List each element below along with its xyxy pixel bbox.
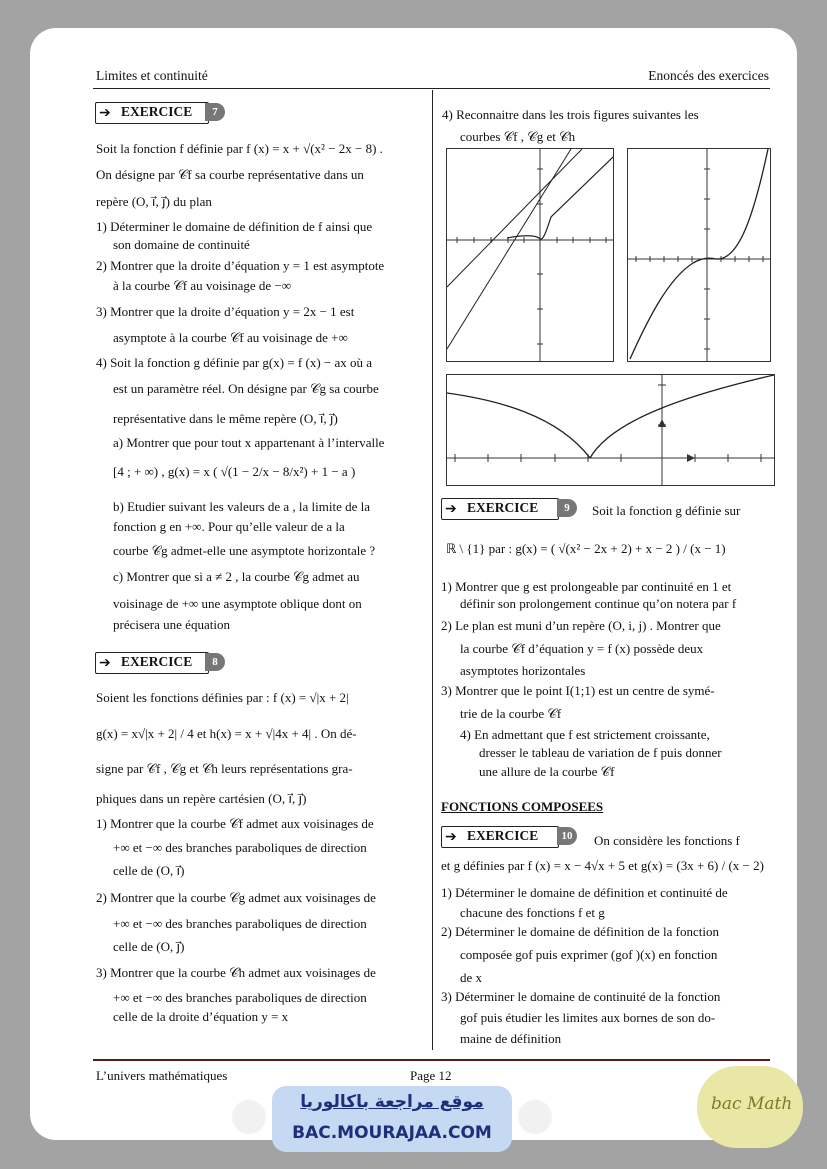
ex8-q1-line1: 1) Montrer que la courbe 𝒞f admet aux voisinages de: [96, 816, 374, 831]
exercise-8-tag: ➔ EXERCICE 8: [95, 652, 230, 674]
ex9-q2-line1: 2) Le plan est muni d’un repère (O, i, j) . Montrer que: [441, 618, 721, 633]
ex9-q2-line2: la courbe 𝒞f d’équation y = f (x) possède deux: [460, 641, 704, 656]
ex10-q1-line1: 1) Déterminer le domaine de définition et continuité de: [441, 885, 728, 900]
ex9-definition: ℝ \ {1} par : g(x) = ( √(x² − 2x + 2) + x − 2 ) / (x − 1): [446, 541, 726, 556]
ex7-q4b-line3: courbe 𝒞g admet-elle une asymptote horizontale ?: [113, 543, 376, 558]
ex10-q2-line1: 2) Déterminer le domaine de définition de la fonction: [441, 924, 719, 939]
ex7-q3-line1: 3) Montrer que la droite d’équation y = 2x − 1 est: [96, 304, 355, 319]
badge-text: bac Math: [711, 1094, 793, 1114]
column-divider: [432, 90, 433, 1050]
ex9-q4-line1: 4) En admettant que f est strictement croissante,: [460, 727, 710, 742]
ex9-q1-line1: 1) Montrer que g est prolongeable par continuité en 1 et: [441, 579, 732, 594]
left-logo-icon: [232, 1100, 266, 1134]
ex7-q4c-line3: précisera une équation: [113, 617, 230, 632]
arrow-right-icon: ➔: [445, 830, 457, 845]
ex8-q2-line2: +∞ et −∞ des branches paraboliques de direction: [113, 916, 367, 931]
figure-2: [627, 148, 771, 362]
ex9-intro: Soit la fonction g définie sur: [592, 503, 741, 518]
figure-3-plot: [447, 375, 774, 485]
ex7-q3-line2: asymptote à la courbe 𝒞f au voisinage de +∞: [113, 330, 348, 345]
figure-2-plot: [628, 149, 770, 361]
ex10-q3-line1: 3) Déterminer le domaine de continuité de la fonction: [441, 989, 721, 1004]
figure-1-plot: [447, 149, 613, 361]
ex8-q2-line1: 2) Montrer que la courbe 𝒞g admet aux voisinages de: [96, 890, 376, 905]
figure-1: [446, 148, 614, 362]
section-title: FONCTIONS COMPOSEES: [441, 799, 604, 814]
ex8-q3-line3: celle de la droite d’équation y = x: [113, 1009, 289, 1024]
arrow-right-icon: ➔: [99, 656, 111, 671]
ex7-q4-line2: est un paramètre réel. On désigne par 𝒞g sa courbe: [113, 381, 379, 396]
header-right: Enoncés des exercices: [648, 68, 769, 83]
ex8-q4-line1: 4) Reconnaitre dans les trois figures suivantes les: [442, 107, 699, 122]
ex8-line3: signe par 𝒞f , 𝒞g et 𝒞h leurs représentations gra-: [96, 761, 353, 776]
ex8-q3-line1: 3) Montrer que la courbe 𝒞h admet aux voisinages de: [96, 965, 376, 980]
ex10-q2-line3: de x: [460, 970, 483, 985]
bac-math-badge: [697, 1066, 803, 1148]
ex7-intro-2: On désigne par 𝒞f sa courbe représentative dans un: [96, 167, 364, 182]
ex9-q3-line1: 3) Montrer que le point I(1;1) est un centre de symé-: [441, 683, 715, 698]
ex9-q4-line2: dresser le tableau de variation de f puis donner: [479, 745, 722, 760]
arrow-right-icon: ➔: [445, 502, 457, 517]
ex9-q2-line3: asymptotes horizontales: [460, 663, 586, 678]
arrow-right-icon: ➔: [99, 106, 111, 121]
figure-3: [446, 374, 775, 486]
ex10-q2-line2: composée gof puis exprimer (gof )(x) en fonction: [460, 947, 718, 962]
exercise-9-tag: ➔ EXERCICE 9: [441, 498, 581, 520]
ex7-q2-line1: 2) Montrer que la droite d’équation y = 1 est asymptote: [96, 258, 385, 273]
ex8-q1-line3: celle de (O, i⃗): [113, 863, 185, 878]
ex7-q4-line3: représentative dans le même repère (O, i⃗, j⃗): [113, 411, 338, 426]
ex7-q2-line2: à la courbe 𝒞f au voisinage de −∞: [113, 278, 292, 293]
banner-arabic: موقع مراجعة باكالوريا: [300, 1092, 484, 1112]
ex7-q4b-line1: b) Etudier suivant les valeurs de a , la limite de la: [113, 499, 371, 514]
ex8-q4-line2: courbes 𝒞f , 𝒞g et 𝒞h: [460, 129, 576, 144]
ex10-q3-line3: maine de définition: [460, 1031, 562, 1046]
ex7-q4a-line1: a) Montrer que pour tout x appartenant à l’intervalle: [113, 435, 385, 450]
ex7-q4b-line2: fonction g en +∞. Pour qu’elle valeur de a la: [113, 519, 345, 534]
ex10-q1-line2: chacune des fonctions f et g: [460, 905, 605, 920]
ex8-q3-line2: +∞ et −∞ des branches paraboliques de direction: [113, 990, 367, 1005]
footer-left: L’univers mathématiques: [96, 1068, 228, 1083]
ex7-q4-line1: 4) Soit la fonction g définie par g(x) = f (x) − ax où a: [96, 355, 373, 370]
exercise-7-tag: ➔ EXERCICE 7: [95, 102, 230, 124]
ex9-q4-line3: une allure de la courbe 𝒞f: [479, 764, 615, 779]
ex8-q2-line3: celle de (O, j⃗): [113, 939, 185, 954]
header-rule: [93, 88, 770, 89]
ex7-q4a-formula: [4 ; + ∞) , g(x) = x ( √(1 − 2/x − 8/x²) + 1 − a ): [113, 464, 356, 479]
ex7-q1-line1: 1) Déterminer le domaine de définition de f ainsi que: [96, 219, 373, 234]
header-left: Limites et continuité: [96, 68, 208, 83]
footer-rule: [93, 1059, 770, 1061]
ex10-definition: et g définies par f (x) = x − 4√x + 5 et g(x) = (3x + 6) / (x − 2): [441, 858, 764, 873]
ex8-line1: Soient les fonctions définies par : f (x) = √|x + 2|: [96, 690, 349, 705]
ex7-q1-line2: son domaine de continuité: [113, 237, 250, 252]
ex8-line2: g(x) = x√|x + 2| / 4 et h(x) = x + √|4x + 4| . On dé-: [96, 726, 357, 741]
exercise-10-tag: ➔ EXERCICE 10: [441, 826, 581, 848]
ex7-intro-3: repère (O, i⃗, j⃗) du plan: [96, 194, 212, 209]
ex7-q4c-line1: c) Montrer que si a ≠ 2 , la courbe 𝒞g admet au: [113, 569, 360, 584]
ex8-line4: phiques dans un repère cartésien (O, i⃗, j⃗): [96, 791, 307, 806]
ex10-q3-line2: gof puis étudier les limites aux bornes de son do-: [460, 1010, 716, 1025]
ex9-q3-line2: trie de la courbe 𝒞f: [460, 706, 562, 721]
ex7-intro-1: Soit la fonction f définie par f (x) = x + √(x² − 2x − 8) .: [96, 141, 383, 156]
page-number: Page 12: [410, 1068, 452, 1083]
ex8-q1-line2: +∞ et −∞ des branches paraboliques de direction: [113, 840, 367, 855]
ex10-intro: On considère les fonctions f: [594, 833, 740, 848]
banner-site: BAC.MOURAJAA.COM: [292, 1123, 492, 1143]
site-banner[interactable]: [272, 1086, 512, 1152]
ex7-q4c-line2: voisinage de +∞ une asymptote oblique dont on: [113, 596, 362, 611]
ex9-q1-line2: définir son prolongement continue qu’on notera par f: [460, 596, 737, 611]
right-logo-icon: [518, 1100, 552, 1134]
